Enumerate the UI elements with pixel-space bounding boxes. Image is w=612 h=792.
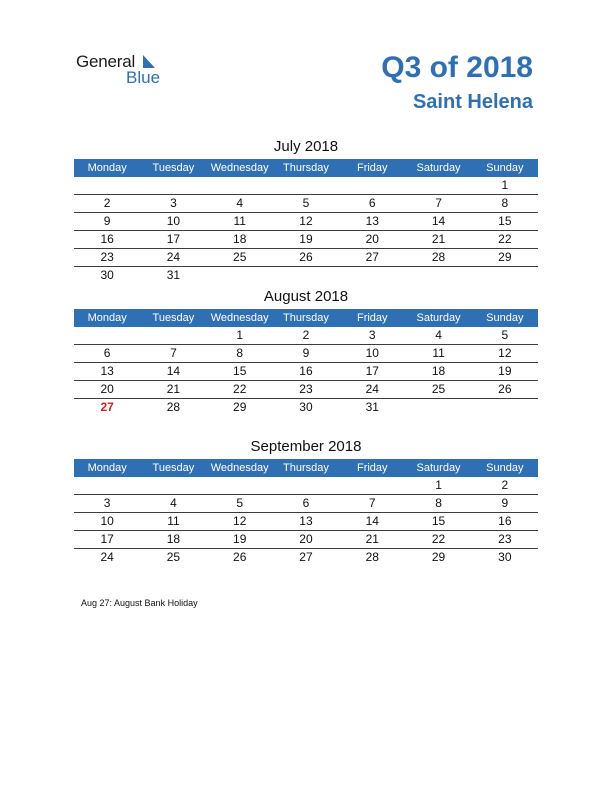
- day-cell: 21: [431, 232, 446, 246]
- weekday-label: Monday: [87, 312, 127, 324]
- day-cell: 27: [299, 550, 313, 564]
- weekday-label: Monday: [87, 162, 127, 174]
- day-cell: 23: [100, 250, 114, 264]
- day-cell: 2: [103, 196, 111, 210]
- page-title: Q3 of 2018: [381, 51, 533, 84]
- week-row: [74, 231, 538, 249]
- month-august: [74, 287, 538, 416]
- day-cell: 30: [299, 400, 313, 414]
- day-cell: [273, 177, 339, 194]
- day-cell: 10: [100, 514, 114, 528]
- weekday-header: [74, 159, 538, 177]
- day-cell: [405, 177, 471, 194]
- day-cell: 23: [498, 532, 512, 546]
- brand-triangle-icon: [143, 55, 155, 68]
- month-september: [74, 437, 538, 566]
- day-cell: 18: [166, 532, 181, 546]
- day-cell: 29: [431, 550, 446, 564]
- weekday-label: Saturday: [416, 462, 461, 474]
- weekday-header: [74, 459, 538, 477]
- day-cell: 6: [302, 496, 310, 510]
- day-cell: 1: [501, 178, 509, 192]
- day-cell: 15: [498, 214, 512, 228]
- day-cell: 9: [302, 346, 310, 360]
- day-cell: 19: [299, 232, 313, 246]
- day-cell: [207, 477, 273, 494]
- day-cell: 4: [170, 496, 177, 510]
- day-cell: [472, 399, 538, 416]
- brand-general-text: General: [76, 52, 136, 71]
- day-cell: 13: [299, 514, 313, 528]
- day-cell: 8: [236, 346, 244, 360]
- day-cell: 7: [368, 496, 376, 510]
- day-cell: 5: [501, 328, 509, 342]
- day-cell: 22: [431, 532, 446, 546]
- week-row: [74, 399, 538, 416]
- day-cell: 1: [236, 328, 244, 342]
- day-cell: [405, 267, 471, 284]
- weekday-label: Wednesday: [210, 312, 269, 324]
- day-cell: 27: [365, 250, 379, 264]
- day-cell: 2: [501, 478, 509, 492]
- day-cell: 14: [431, 214, 446, 228]
- day-cell: [472, 267, 538, 284]
- day-cell: 18: [233, 232, 247, 246]
- day-cell: 4: [236, 196, 244, 210]
- holiday-day-cell: 27: [100, 400, 114, 414]
- week-row: [74, 495, 538, 513]
- day-cell: [339, 477, 405, 494]
- day-cell: [140, 327, 206, 344]
- day-cell: 19: [233, 532, 247, 546]
- weekday-label: Friday: [356, 162, 388, 174]
- day-cell: 24: [100, 550, 114, 564]
- day-cell: [207, 267, 273, 284]
- day-cell: [339, 177, 405, 194]
- month-title: July 2018: [273, 138, 339, 155]
- day-cell: 22: [498, 232, 512, 246]
- week-row: [74, 549, 538, 566]
- weekday-label: Tuesday: [152, 312, 195, 324]
- day-cell: 13: [365, 214, 379, 228]
- day-cell: [273, 267, 339, 284]
- weekday-label: Wednesday: [210, 462, 269, 474]
- day-cell: 12: [233, 514, 247, 528]
- day-cell: [74, 477, 140, 494]
- day-cell: 2: [302, 328, 310, 342]
- page-subtitle: Saint Helena: [412, 91, 533, 113]
- day-cell: 30: [100, 268, 114, 282]
- day-cell: [140, 477, 206, 494]
- day-cell: 26: [233, 550, 247, 564]
- weekday-label: Monday: [87, 462, 127, 474]
- week-row: [74, 363, 538, 381]
- week-row: [74, 327, 538, 345]
- day-cell: 14: [166, 364, 181, 378]
- weekday-label: Tuesday: [152, 162, 195, 174]
- day-cell: 22: [233, 382, 247, 396]
- day-cell: 20: [365, 232, 379, 246]
- day-cell: 16: [299, 364, 313, 378]
- day-cell: 6: [368, 196, 376, 210]
- brand-blue-text: Blue: [126, 68, 161, 87]
- day-cell: 17: [365, 364, 379, 378]
- day-cell: 29: [498, 250, 512, 264]
- day-cell: 20: [299, 532, 313, 546]
- weekday-label: Saturday: [416, 312, 461, 324]
- day-cell: 11: [167, 514, 180, 528]
- day-cell: [140, 177, 206, 194]
- day-cell: 29: [233, 400, 247, 414]
- day-cell: 3: [170, 196, 177, 210]
- day-cell: 20: [100, 382, 114, 396]
- day-cell: 25: [233, 250, 247, 264]
- day-cell: [405, 399, 471, 416]
- week-row: [74, 381, 538, 399]
- week-row: [74, 345, 538, 363]
- day-cell: 31: [166, 268, 181, 282]
- week-row: [74, 195, 538, 213]
- month-july: [74, 137, 538, 284]
- weekday-label: Sunday: [486, 162, 524, 174]
- week-row: [74, 267, 538, 284]
- week-row: [74, 477, 538, 495]
- holiday-note: Aug 27: August Bank Holiday: [81, 598, 198, 608]
- day-cell: 3: [368, 328, 376, 342]
- day-cell: 26: [299, 250, 313, 264]
- weekday-label: Thursday: [283, 162, 329, 174]
- day-cell: 8: [435, 496, 442, 510]
- day-cell: 21: [365, 532, 379, 546]
- day-cell: 24: [166, 250, 181, 264]
- day-cell: 4: [435, 328, 442, 342]
- day-cell: 16: [100, 232, 114, 246]
- day-cell: 3: [103, 496, 111, 510]
- day-cell: 7: [435, 196, 442, 210]
- day-cell: 25: [166, 550, 181, 564]
- weekday-label: Wednesday: [210, 162, 269, 174]
- day-cell: 31: [365, 400, 379, 414]
- day-cell: 10: [166, 214, 181, 228]
- day-cell: 26: [498, 382, 512, 396]
- weekday-label: Sunday: [486, 462, 524, 474]
- day-cell: 5: [302, 196, 310, 210]
- day-cell: 24: [365, 382, 379, 396]
- weekday-label: Thursday: [283, 312, 329, 324]
- day-cell: 7: [170, 346, 177, 360]
- day-cell: [339, 267, 405, 284]
- day-cell: 28: [166, 400, 181, 414]
- brand-logo: [76, 52, 176, 88]
- day-cell: 12: [299, 214, 313, 228]
- day-cell: 19: [498, 364, 512, 378]
- weekday-label: Friday: [356, 462, 388, 474]
- weekday-label: Friday: [356, 312, 388, 324]
- day-cell: 28: [365, 550, 379, 564]
- day-cell: 18: [431, 364, 446, 378]
- day-cell: 1: [435, 478, 442, 492]
- weekday-label: Saturday: [416, 162, 461, 174]
- day-cell: 10: [365, 346, 379, 360]
- day-cell: 12: [498, 346, 512, 360]
- week-row: [74, 213, 538, 231]
- weekday-label: Tuesday: [152, 462, 195, 474]
- day-cell: 17: [166, 232, 181, 246]
- day-cell: 14: [365, 514, 379, 528]
- day-cell: 11: [233, 214, 246, 228]
- month-title: August 2018: [263, 288, 349, 305]
- day-cell: 15: [431, 514, 446, 528]
- day-cell: 15: [233, 364, 247, 378]
- day-cell: 28: [431, 250, 446, 264]
- day-cell: 23: [299, 382, 313, 396]
- weekday-label: Sunday: [486, 312, 524, 324]
- day-cell: 8: [501, 196, 509, 210]
- day-cell: 16: [498, 514, 512, 528]
- week-row: [74, 513, 538, 531]
- day-cell: [74, 177, 140, 194]
- day-cell: [74, 327, 140, 344]
- weekday-header: [74, 309, 538, 327]
- day-cell: [273, 477, 339, 494]
- day-cell: 11: [432, 346, 445, 360]
- day-cell: 25: [431, 382, 446, 396]
- month-title: September 2018: [250, 438, 362, 455]
- day-cell: 30: [498, 550, 512, 564]
- day-cell: 9: [103, 214, 111, 228]
- day-cell: 13: [100, 364, 114, 378]
- week-row: [74, 177, 538, 195]
- day-cell: [207, 177, 273, 194]
- week-row: [74, 531, 538, 549]
- day-cell: 6: [103, 346, 111, 360]
- day-cell: 9: [501, 496, 509, 510]
- week-row: [74, 249, 538, 267]
- weekday-label: Thursday: [283, 462, 329, 474]
- day-cell: 17: [100, 532, 114, 546]
- day-cell: 21: [166, 382, 181, 396]
- day-cell: 5: [236, 496, 244, 510]
